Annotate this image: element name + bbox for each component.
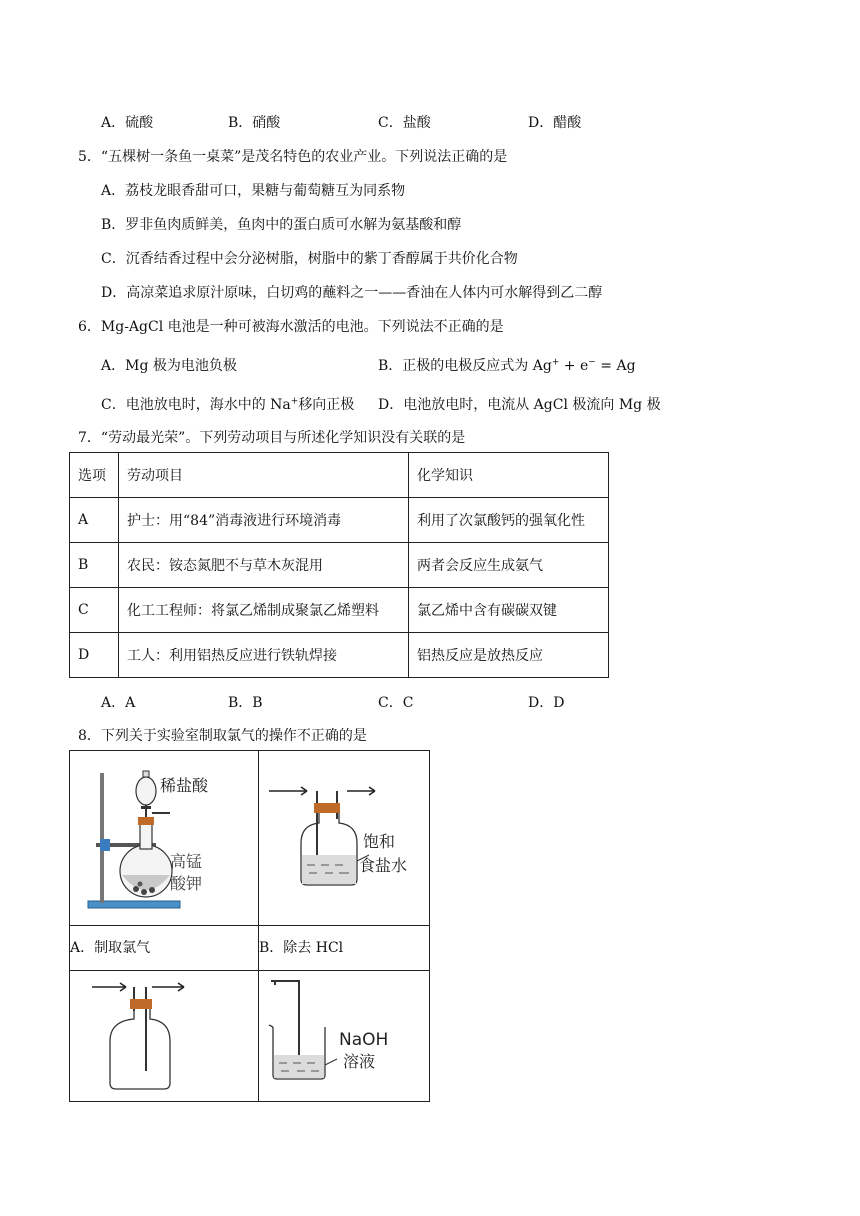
q5-option-c: C．沉香结香过程中会分泌树脂，树脂中的紫丁香醇属于共价化合物: [101, 251, 518, 267]
q8-figure-d-cell: [259, 971, 430, 1102]
q6-option-c-text: C．电池放电时，海水中的 Na: [101, 397, 291, 413]
q7-cell-knowledge: 氯乙烯中含有碳碳双键: [409, 588, 609, 633]
q6-option-b-sup2: −: [588, 357, 596, 368]
q8-figure-c: [70, 971, 258, 1097]
q4-option-d: D．醋酸: [528, 115, 582, 131]
beaker-label-1: NaOH: [339, 1030, 389, 1050]
q7-cell-knowledge: 利用了次氯酸钙的强氧化性: [409, 498, 609, 543]
q8-figure-d: [259, 971, 429, 1097]
beaker-liquid: [274, 1055, 324, 1078]
clamp-joint: [100, 839, 110, 851]
q8-figure-b-cell: [259, 751, 430, 926]
q5-option-d: D．高凉菜追求原汁原味，白切鸡的蘸料之一——香油在人体内可水解得到乙二醇: [101, 285, 603, 301]
bottle-stopper: [314, 803, 340, 813]
q6-option-b-sup1: +: [551, 357, 560, 368]
beaker-label-2: 溶液: [343, 1052, 376, 1071]
q6-option-c-suffix: 移向正极: [298, 397, 355, 413]
q7-table-row: [70, 588, 609, 633]
stopper: [138, 817, 154, 825]
q7-header-project: 劳动项目: [119, 453, 409, 498]
q7-option-c: C．C: [378, 695, 414, 711]
bottle-label-1: 饱和: [363, 832, 396, 851]
q7-cell-project: 工人：利用铝热反应进行铁轨焊接: [119, 633, 409, 678]
q7-header-knowledge: 化学知识: [409, 453, 609, 498]
flask-label-2: 酸钾: [170, 874, 203, 893]
q7-cell-project: 化工工程师：将氯乙烯制成聚氯乙烯塑料: [119, 588, 409, 633]
stand-pole: [100, 773, 104, 903]
q4-option-a: A．硫酸: [101, 115, 154, 131]
bottle-stopper: [130, 999, 152, 1009]
q8-figure-b: [259, 751, 429, 921]
q8-label-a: A．制取氯气: [70, 926, 259, 971]
q7-table-header: [70, 453, 609, 498]
q5-option-a: A．荔枝龙眼香甜可口，果糖与葡萄糖互为同系物: [101, 183, 406, 199]
bottle-liquid: [302, 855, 356, 884]
q7-option-b: B．B: [228, 695, 263, 711]
q7-stem: 7．“劳动最光荣”。下列劳动项目与所述化学知识没有关联的是: [78, 430, 466, 446]
q7-table-row: [70, 498, 609, 543]
q6-option-b: [378, 355, 636, 375]
q7-cell-knowledge: 两者会反应生成氨气: [409, 543, 609, 588]
q7-option-d: D．D: [528, 695, 565, 711]
q6-option-d: D．电池放电时，电流从 AgCl 极流向 Mg 极: [378, 397, 661, 413]
q7-cell-project: 农民：铵态氮肥不与草木灰混用: [119, 543, 409, 588]
q4-option-b: B．硝酸: [228, 115, 281, 131]
q8-label-b: B．除去 HCl: [259, 926, 430, 971]
q7-cell-option: B: [70, 543, 119, 588]
q8-figure-c-cell: [70, 971, 259, 1102]
q6-option-a: A．Mg 极为电池负极: [101, 358, 237, 374]
q6-option-b-text: B．正极的电极反应式为 Ag: [378, 358, 552, 374]
gas-tube: [271, 981, 299, 1063]
bottle-label-2: 食盐水: [359, 856, 408, 875]
flask-label-1: 高锰: [170, 852, 203, 871]
q4-option-c: C．盐酸: [378, 115, 431, 131]
q7-cell-option: C: [70, 588, 119, 633]
q7-cell-project: 护士：用“84”消毒液进行环境消毒: [119, 498, 409, 543]
q8-figure-a: [70, 751, 258, 921]
q6-stem: 6．Mg-AgCl 电池是一种可被海水激活的电池。下列说法不正确的是: [78, 319, 504, 335]
q6-option-b-mid: + e: [559, 358, 589, 374]
q7-cell-option: D: [70, 633, 119, 678]
q7-cell-option: A: [70, 498, 119, 543]
q8-table: [69, 750, 430, 1102]
q8-figure-a-cell: [70, 751, 259, 926]
q7-cell-knowledge: 铝热反应是放热反应: [409, 633, 609, 678]
funnel-label: 稀盐酸: [160, 776, 209, 795]
q7-table-row: [70, 543, 609, 588]
q7-header-option: 选项: [70, 453, 119, 498]
q6-option-c: [101, 394, 354, 414]
q7-option-a: A．A: [101, 695, 136, 711]
collection-bottle: [110, 1009, 170, 1089]
q6-option-c-sup: +: [290, 396, 299, 407]
q6-option-b-suffix: = Ag: [595, 358, 636, 374]
q7-table: [69, 452, 609, 678]
q7-table-row: [70, 633, 609, 678]
flask-neck: [140, 821, 152, 849]
q8-stem: 8．下列关于实验室制取氯气的操作不正确的是: [78, 728, 367, 744]
q5-stem: 5．“五棵树一条鱼一桌菜”是茂名特色的农业产业。下列说法正确的是: [78, 149, 508, 165]
separatory-funnel: [136, 777, 156, 805]
q5-option-b: B．罗非鱼肉质鲜美，鱼肉中的蛋白质可水解为氨基酸和醇: [101, 217, 462, 233]
